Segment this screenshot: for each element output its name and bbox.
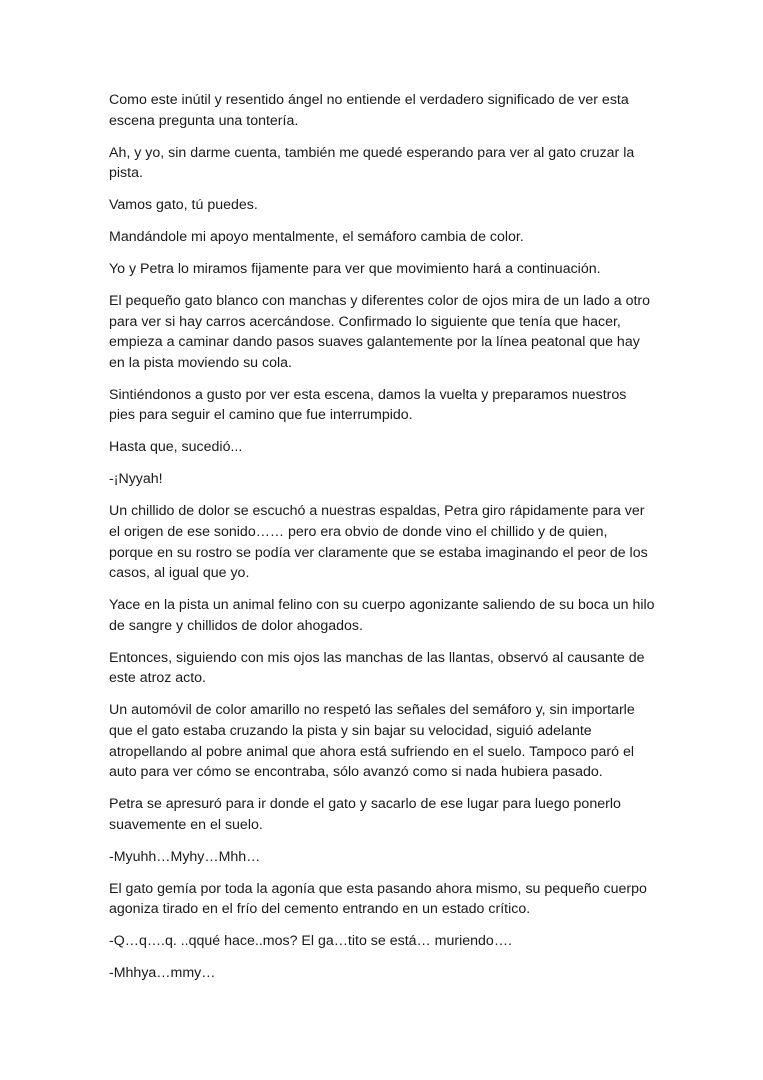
paragraph: Ah, y yo, sin darme cuenta, también me quedé esperando para ver al gato cruzar la pista. (109, 144, 635, 182)
paragraph: Petra se apresuró para ir donde el gato y sacarlo de ese lugar para luego ponerlo suavemente en el suelo. (109, 796, 621, 833)
paragraph: El gato gemía por toda la agonía que esta pasando ahora mismo, su pequeño cuerpo agoniza tirado en el frío del cemento entrando en un estado crítico. (109, 880, 647, 918)
paragraph: Como este inútil y resentido ángel no entiende el verdadero significado de ver esta escena pregunta una tontería. (109, 92, 629, 129)
paragraph: Sintiéndonos a gusto por ver esta escena, damos la vuelta y preparamos nuestros pies para seguir el camino que fue interrumpido. (109, 386, 627, 424)
paragraph: Un chillido de dolor se escuchó a nuestras espaldas, Petra giro rápidamente para ver el origen de ese sonido…… pero era obvio de donde vino el chillido y de quien, porque en su rostro se podía ver claramente que se estaba imaginando el peor de los casos, al igual que yo. (109, 503, 648, 582)
paragraph: El pequeño gato blanco con manchas y diferentes color de ojos mira de un lado a otro para ver si hay carros acercándose. Confirmado lo siguiente que tenía que hacer, empieza a caminar dando pasos suaves galantemente por la línea peatonal que hay en la pista moviendo su cola. (109, 293, 651, 371)
document-body (109, 90, 655, 995)
paragraph: -¡Nyyah! (109, 471, 163, 488)
paragraph: Mandándole mi apoyo mentalmente, el semáforo cambia de color. (109, 229, 524, 246)
paragraph: Vamos gato, tú puedes. (109, 197, 258, 214)
paragraph: -Mhhya…mmy… (109, 965, 216, 982)
paragraph: -Myuhh…Myhy…Mhh… (109, 848, 261, 865)
paragraph: -Q…q….q. ..qqué hace..mos? El ga…tito se está… muriendo…. (109, 933, 512, 950)
paragraph: Yo y Petra lo miramos fijamente para ver que movimiento hará a continuación. (109, 261, 601, 278)
paragraph: Un automóvil de color amarillo no respetó las señales del semáforo y, sin importarle que el gato estaba cruzando la pista y sin bajar su velocidad, siguió adelante atropellando al pobre animal que ahora está sufriendo en el suelo. Tampoco paró el auto para ver cómo se encontraba, sólo avanzó como si nada hubiera pasado. (109, 702, 635, 781)
paragraph: Entonces, siguiendo con mis ojos las manchas de las llantas, observó al causante de este atroz acto. (109, 649, 645, 687)
paragraph: Hasta que, sucedió... (109, 439, 243, 456)
paragraph: Yace en la pista un animal felino con su cuerpo agonizante saliendo de su boca un hilo de sangre y chillidos de dolor ahogados. (109, 597, 655, 634)
